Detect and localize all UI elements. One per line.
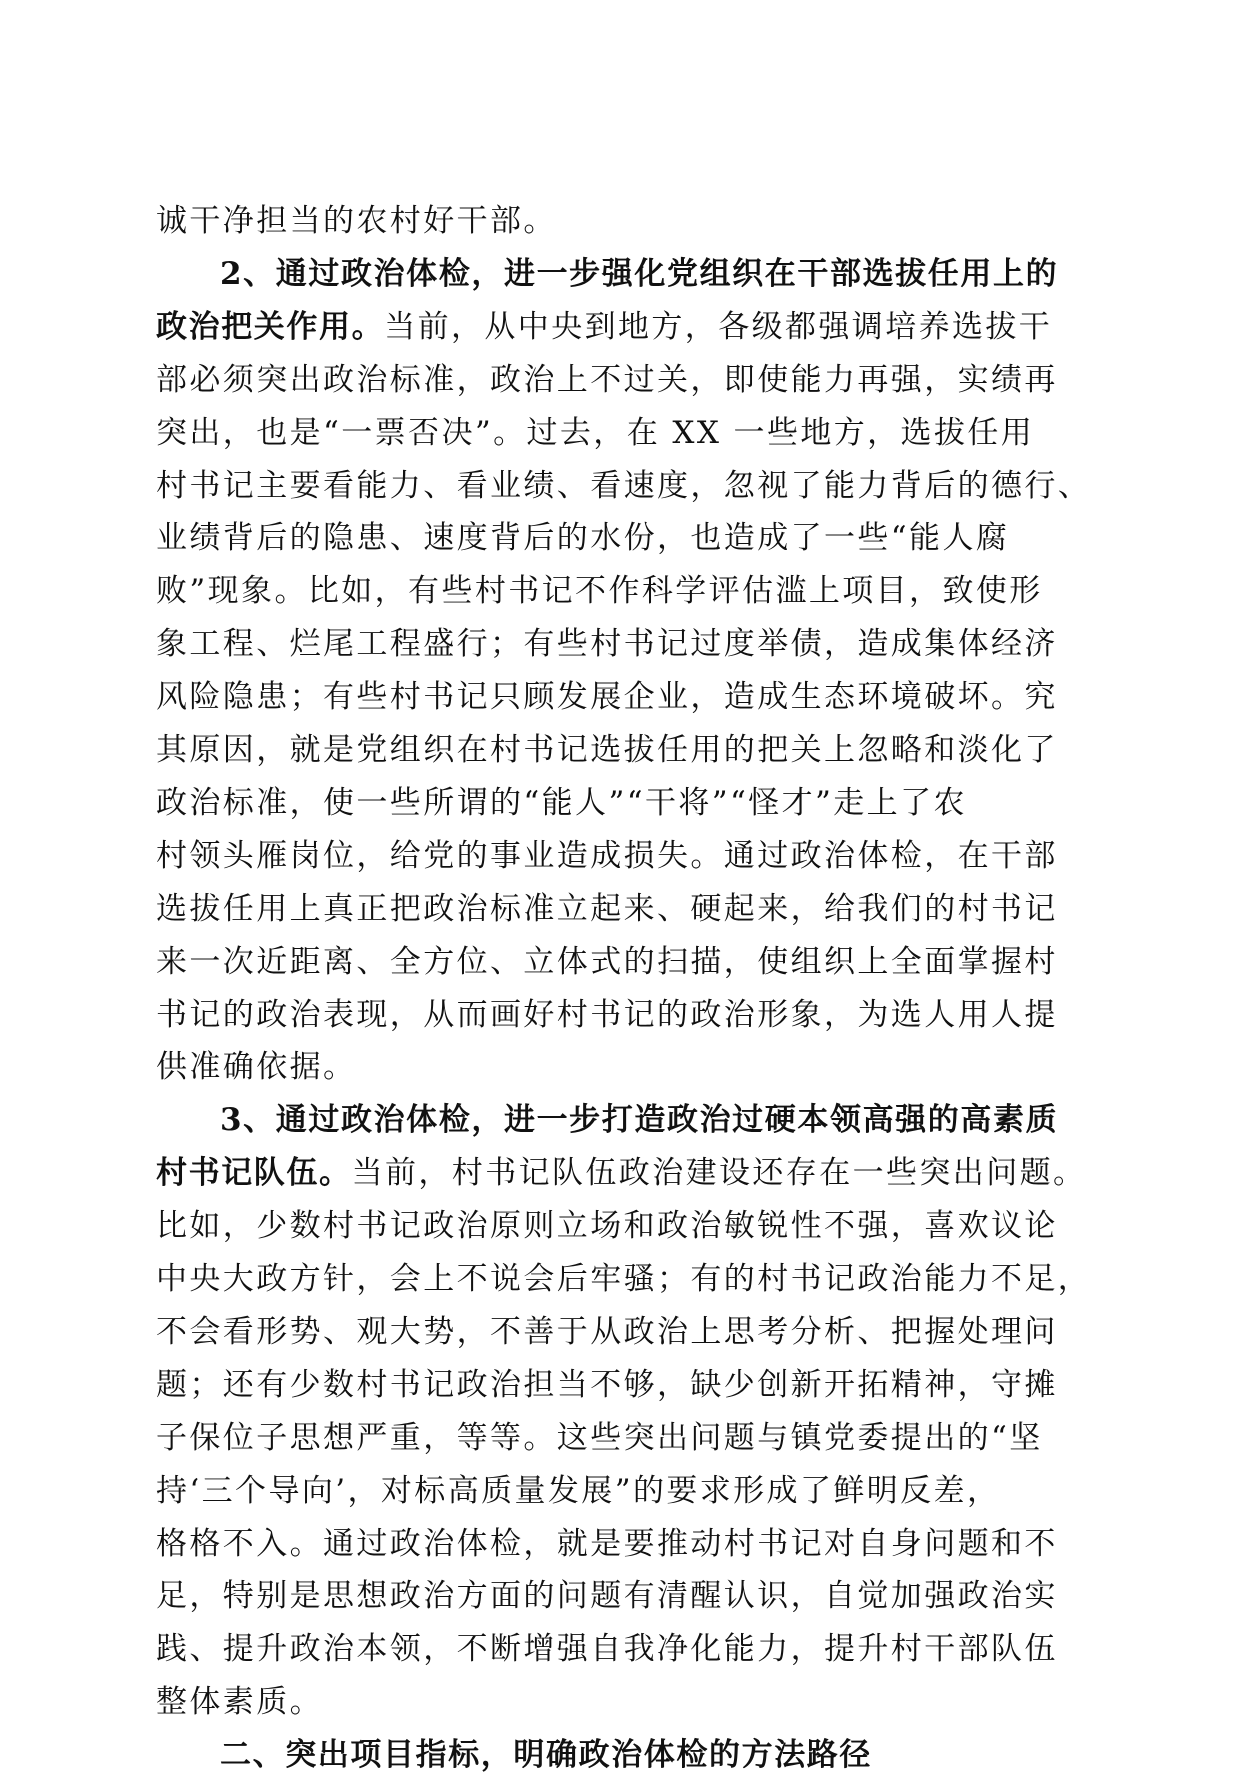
text-line [156,618,1058,670]
text-line [156,1412,1043,1464]
body-text: 足，特别是思想政治方面的问题有清醒认识，自觉加强政治实 [156,1578,1058,1615]
text-line [156,1200,1058,1252]
text-line [156,1623,1058,1675]
body-text: 题；还有少数村书记政治担当不够，缺少创新开拓精神，守摊 [156,1366,1058,1403]
body-text: 子保位子思想严重，等等。这些突出问题与镇党委提出的“坚 [156,1419,1043,1456]
text-line [156,883,1058,935]
bold-lead-text: 3、通过政治体检，进一步打造政治过硬本领高强的高素质 [220,1102,1059,1139]
text-line [156,1041,356,1093]
text-line [156,195,557,247]
body-text: 书记的政治表现，从而画好村书记的政治形象，为选人用人提 [156,996,1058,1033]
body-text: 政治标准，使一些所谓的“能人”“干将”“怪才”走上了农 [156,784,967,821]
body-text: 比如，少数村书记政治原则立场和政治敏锐性不强，喜欢议论 [156,1208,1058,1245]
body-text: 风险隐患；有些村书记只顾发展企业，造成生态环境破坏。究 [156,679,1058,716]
text-line [156,1518,1058,1570]
body-text: 践、提升政治本领，不断增强自我净化能力，提升村干部队伍 [156,1631,1058,1668]
body-text: 中央大政方针，会上不说会后牢骚；有的村书记政治能力不足， [156,1261,1092,1297]
text-line [156,989,1058,1041]
body-text: 选拔任用上真正把政治标准立起来、硬起来，给我们的村书记 [156,890,1058,927]
body-text: 部必须突出政治标准，政治上不过关，即使能力再强，实绩再 [156,361,1058,398]
bold-lead-text: 二、突出项目指标，明确政治体检的方法路径 [220,1737,872,1774]
body-text: 不会看形势、观大势，不善于从政治上思考分析、把握处理问 [156,1313,1058,1350]
body-text: 格格不入。通过政治体检，就是要推动村书记对自身问题和不 [156,1525,1058,1562]
text-line [156,460,1091,512]
body-text: 来一次近距离、全方位、立体式的扫描，使组织上全面掌握村 [156,943,1058,980]
body-text: 其原因，就是党组织在村书记选拔任用的把关上忽略和淡化了 [156,732,1058,768]
body-text: 村书记主要看能力、看业绩、看速度，忽视了能力背后的德行、 [156,467,1092,504]
text-line [156,1570,1058,1622]
body-text: 诚干净担当的农村好干部。 [156,203,557,239]
body-text: 当前，村书记队伍政治建设还存在一些突出问题。 [351,1155,1087,1192]
text-line [156,1465,1000,1517]
paragraph-first-line [220,1094,1058,1146]
body-text: 突出，也是“一票否决”。过去，在 XX 一些地方，选拔任用 [156,414,1035,451]
text-line [156,724,1058,776]
section-heading [220,1729,872,1781]
bold-lead-text: 2、通过政治体检，进一步强化党组织在干部选拔任用上的 [220,255,1059,292]
text-line [156,936,1058,988]
body-text: 象工程、烂尾工程盛行；有些村书记过度举债，造成集体经济 [156,626,1058,663]
text-line [156,1676,323,1728]
body-text: 村领头雁岗位，给党的事业造成损失。通过政治体检，在干部 [156,837,1058,874]
text-line [156,512,1009,564]
body-text: 业绩背后的隐患、速度背后的水份，也造成了一些“能人腐 [156,520,1010,557]
paragraph-first-line [220,248,1058,300]
body-text: 败”现象。比如，有些村书记不作科学评估滥上项目，致使形 [156,573,1043,610]
bold-lead-text: 村书记队伍。 [156,1155,352,1192]
body-text: 当前，从中央到地方，各级都强调培养选拔干 [384,308,1053,345]
text-line [156,407,1034,459]
text-line [156,565,1043,617]
text-line [156,354,1058,406]
text-line [156,1253,1091,1305]
text-line [156,301,1052,353]
body-text: 持‘三个导向’，对标高质量发展”的要求形成了鲜明反差， [156,1472,1001,1509]
bold-lead-text: 政治把关作用。 [156,308,385,345]
text-line [156,830,1058,882]
text-line [156,1306,1058,1358]
text-line [156,1359,1058,1411]
text-line [156,671,1058,723]
body-text: 供准确依据。 [156,1049,357,1086]
body-text: 整体素质。 [156,1684,323,1721]
text-line [156,777,967,829]
text-line [156,1147,1086,1199]
